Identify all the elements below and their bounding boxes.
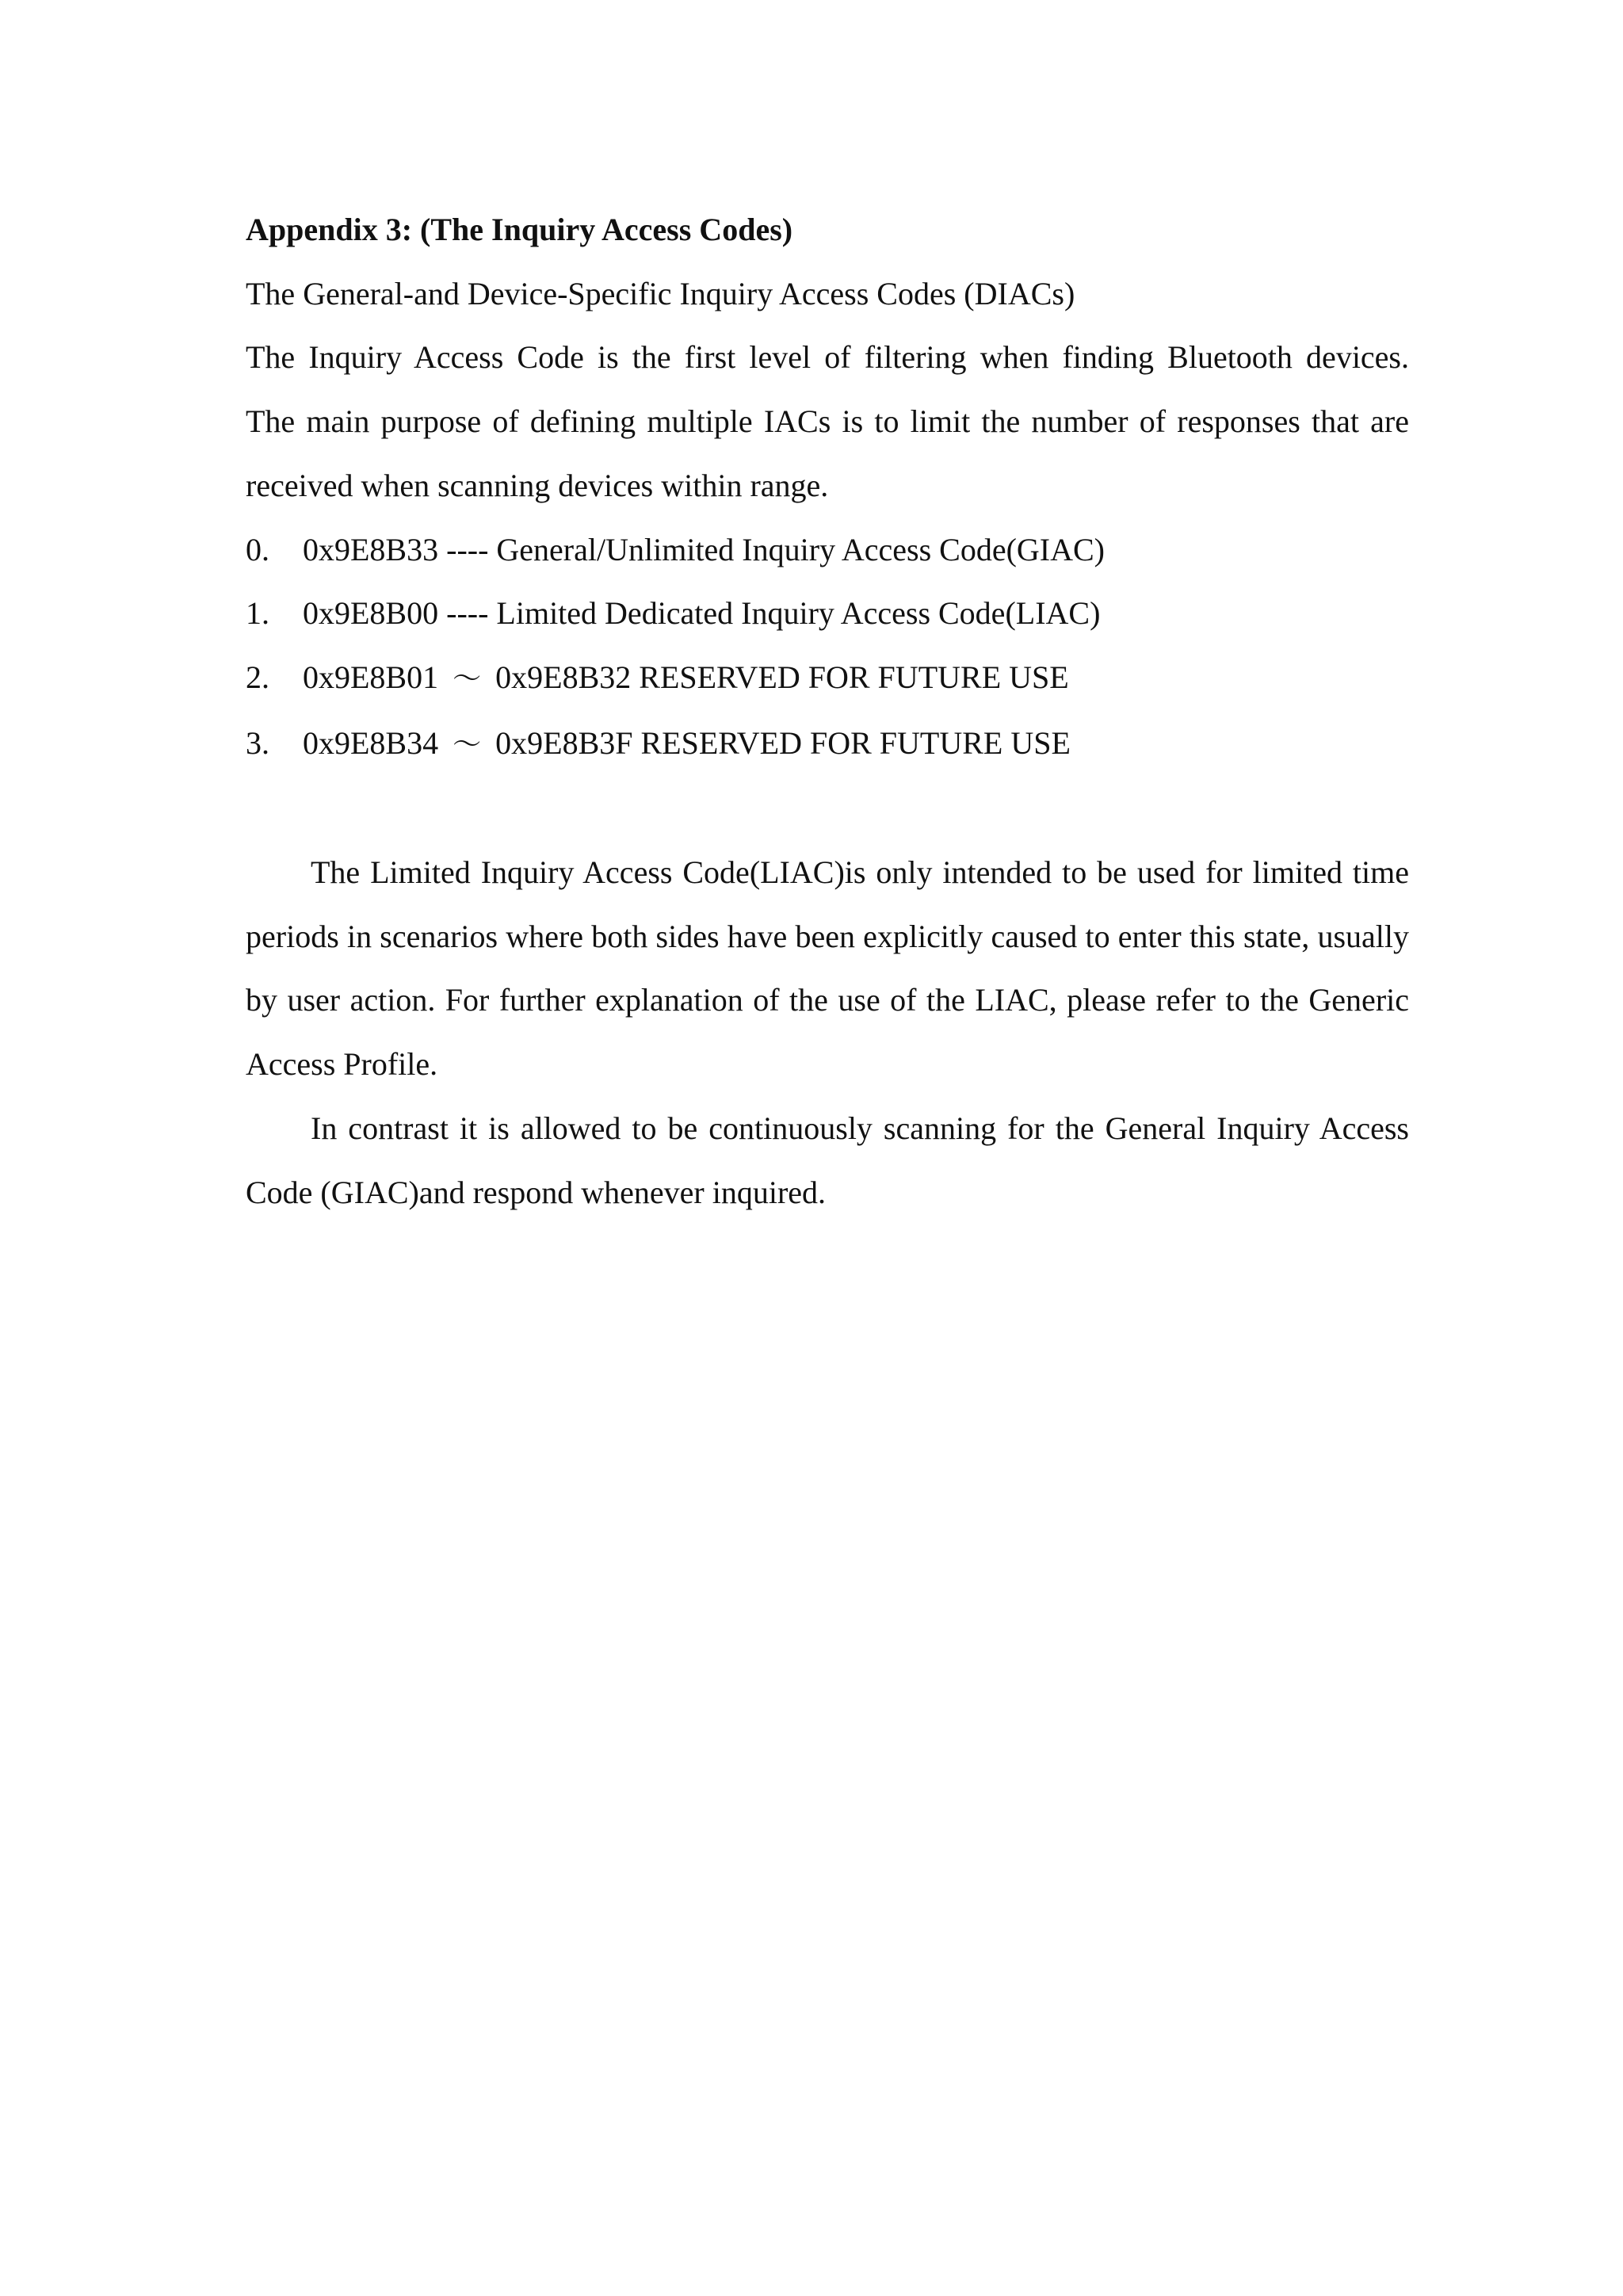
code-description: RESERVED FOR FUTURE USE [640,724,1071,761]
list-item-text [303,712,1071,777]
code-end: 0x9E8B3F [495,724,633,761]
blank-line [246,777,1409,841]
list-item-text [303,646,1069,712]
giac-paragraph: In contrast it is allowed to be continuously scanning for the General Inquiry Access Code (GIAC)and respond whenever inquired. [246,1110,1409,1210]
list-item-number: 3. [246,724,269,761]
code-start: 0x9E8B33 [303,531,439,567]
code-description: General/Unlimited Inquiry Access Code(GIAC) [496,531,1105,567]
list-item-number: 1. [246,595,269,632]
code-separator: ---- [446,595,489,632]
list-item [246,646,1409,712]
code-description: RESERVED FOR FUTURE USE [639,659,1069,695]
code-separator: ---- [446,531,489,567]
code-start: 0x9E8B01 [303,659,439,695]
list-item-number: 0. [246,531,269,567]
intro-line-2: The main purpose of defining multiple IACs is to limit the number of responses that are [246,403,1409,440]
intro-line-3: received when scanning devices within range. [246,467,829,503]
document-page [246,198,1409,1224]
appendix-heading: Appendix 3: (The Inquiry Access Codes) [246,212,793,247]
list-item-number: 2. [246,659,269,695]
code-start: 0x9E8B00 [303,595,439,632]
list-item [246,582,1409,646]
code-description: Limited Dedicated Inquiry Access Code(LIAC) [496,595,1101,632]
subtitle: The General-and Device-Specific Inquiry Access Codes (DIACs) [246,275,1075,311]
iac-code-list [246,518,1409,777]
list-item-text [303,518,1105,583]
code-start: 0x9E8B34 [303,724,439,761]
range-tilde: ～ [453,662,482,695]
range-tilde: ～ [453,728,482,761]
intro-line-1: The Inquiry Access Code is the first level of filtering when finding Bluetooth devices. [246,339,1409,376]
list-item [246,712,1409,777]
list-item [246,518,1409,583]
list-item-text [303,582,1100,646]
code-end: 0x9E8B32 [495,659,632,695]
liac-paragraph: The Limited Inquiry Access Code(LIAC)is only intended to be used for limited time periods in scenarios where both sides have been explicitly caused to enter this state, usually by user action. For further explanation of the use of the LIAC, please refer to the Generic Access Profile. [246,854,1409,1083]
